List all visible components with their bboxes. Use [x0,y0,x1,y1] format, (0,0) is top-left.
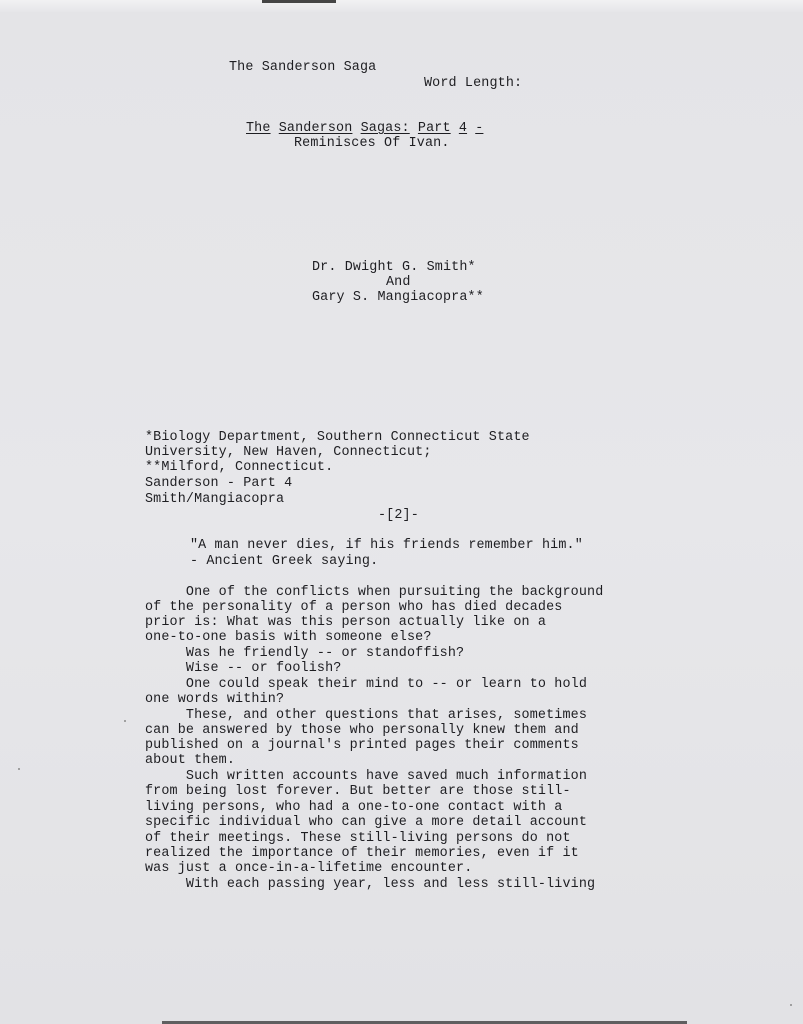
short-title: Sanderson - Part 4 [145,476,293,491]
body-line: Wise -- or foolish? [145,661,342,676]
title-word-3: Sagas: [360,121,410,136]
title-word-1: The [246,121,271,136]
body-line: With each passing year, less and less still-living [145,877,596,892]
author-2: Gary S. Mangiacopra** [312,290,484,305]
affiliation-line-2: University, New Haven, Connecticut; [145,445,432,460]
document-title [246,121,483,137]
title-word-5: 4 [458,121,468,136]
body-line: of the personality of a person who has died decades [145,600,563,615]
epigraph-quote: "A man never dies, if his friends remember him." [190,538,583,553]
title-word-6: - [475,121,484,136]
body-line: Was he friendly -- or standoffish? [145,646,465,661]
word-length-label: Word Length: [424,76,523,91]
affiliation-line-1: *Biology Department, Southern Connecticut State [145,430,530,445]
body-line: specific individual who can give a more detail account [145,815,588,830]
body-line: Such written accounts have saved much information [145,769,588,784]
body-line: can be answered by those who personally knew them and [145,723,579,738]
body-line: from being lost forever. But better are those still- [145,784,571,799]
page-top-edge [0,0,803,12]
top-edge-mark [262,0,336,3]
scan-speck [790,1004,792,1006]
body-line: of their meetings. These still-living persons do not [145,831,571,846]
body-line: One of the conflicts when pursuiting the background [145,585,604,600]
author-conjunction: And [386,275,411,290]
body-line: published on a journal's printed pages their comments [145,738,579,753]
body-line: living persons, who had a one-to-one contact with a [145,800,563,815]
body-line: one-to-one basis with someone else? [145,630,432,645]
body-line: one words within? [145,692,285,707]
body-line: prior is: What was this person actually like on a [145,615,547,630]
author-1: Dr. Dwight G. Smith* [312,260,476,275]
body-line: was just a once-in-a-lifetime encounter. [145,861,473,876]
title-word-2: Sanderson [278,121,353,136]
title-word-4: Part [417,121,451,136]
scan-speck [18,768,20,770]
epigraph-attribution: - Ancient Greek saying. [190,554,379,569]
authors-short: Smith/Mangiacopra [145,492,285,507]
body-line: One could speak their mind to -- or learn to hold [145,677,588,692]
affiliation-line-3: **Milford, Connecticut. [145,460,334,475]
body-line: about them. [145,753,236,768]
scan-speck [124,720,126,722]
document-subtitle: Reminisces Of Ivan. [294,136,450,151]
body-line: realized the importance of their memories, even if it [145,846,579,861]
page-number: -[2]- [378,508,419,523]
body-line: These, and other questions that arises, sometimes [145,708,588,723]
running-title: The Sanderson Saga [229,60,377,75]
